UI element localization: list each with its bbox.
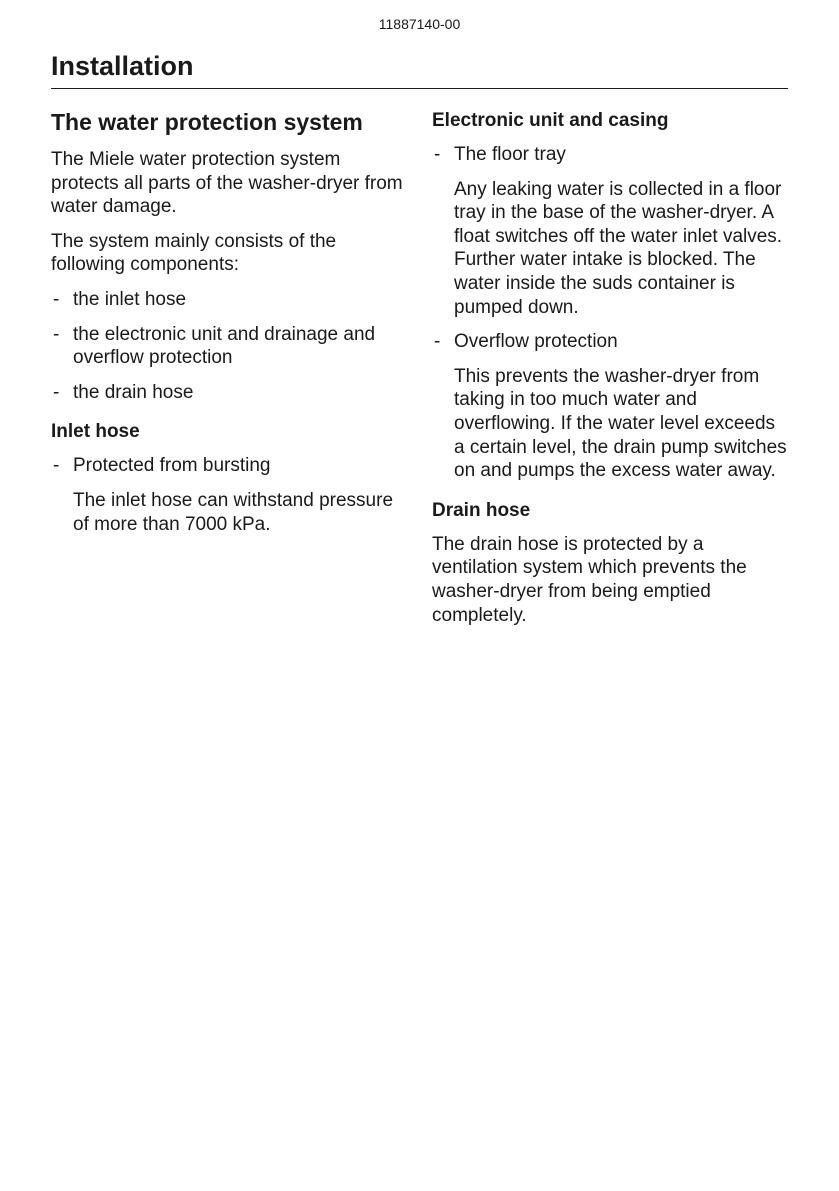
dash-bullet: - [53, 455, 60, 477]
right-column [432, 107, 788, 638]
dash-bullet: - [53, 323, 60, 345]
electronic-unit-heading: Electronic unit and casing [432, 110, 669, 131]
intro-paragraph: The Miele water protection system protects all parts of the washer-dryer from water damage. [51, 149, 403, 218]
inlet-hose-list [51, 454, 406, 478]
list-item [51, 323, 406, 370]
list-item [432, 143, 788, 167]
dash-bullet: - [53, 381, 60, 403]
list-item-text: the electronic unit and drainage and overflow protection [73, 323, 376, 369]
overflow-list [432, 330, 788, 354]
floor-tray-text: Any leaking water is collected in a floor tray in the base of the washer-dryer. A float switches off the water inlet valves. Further water intake is blocked. The water inside the suds container is pumped down. [454, 178, 783, 318]
section-title: Installation [51, 51, 194, 81]
left-column [51, 107, 406, 547]
dash-bullet: - [434, 331, 441, 353]
drain-hose-text: The drain hose is protected by a ventilation system which prevents the washer-dryer from being emptied completely. [432, 533, 747, 626]
list-item [51, 454, 406, 478]
title-divider [51, 88, 788, 89]
list-item-text: Protected from bursting [73, 455, 271, 477]
water-protection-heading: The water protection system [51, 109, 363, 135]
list-item [51, 288, 406, 312]
components-list [51, 288, 406, 404]
list-item-text: The floor tray [454, 144, 566, 165]
inlet-hose-text: The inlet hose can withstand pressure of more than 7000 kPa. [73, 489, 394, 535]
inlet-hose-heading: Inlet hose [51, 421, 140, 443]
list-item-text: the inlet hose [73, 288, 187, 310]
components-intro: The system mainly consists of the following components: [51, 230, 337, 276]
overflow-text: This prevents the washer-dryer from taking in too much water and overflowing. If the water level exceeds a certain level, the drain pump switches on and pumps the excess water away. [454, 365, 787, 482]
drain-hose-heading: Drain hose [432, 499, 531, 521]
list-item [51, 381, 406, 405]
dash-bullet: - [53, 288, 60, 310]
list-item [432, 330, 788, 354]
list-item-text: the drain hose [73, 381, 194, 403]
floor-tray-list [432, 143, 788, 167]
list-item-text: Overflow protection [454, 331, 618, 353]
dash-bullet: - [434, 144, 441, 165]
document-id: 11887140-00 [378, 16, 461, 32]
